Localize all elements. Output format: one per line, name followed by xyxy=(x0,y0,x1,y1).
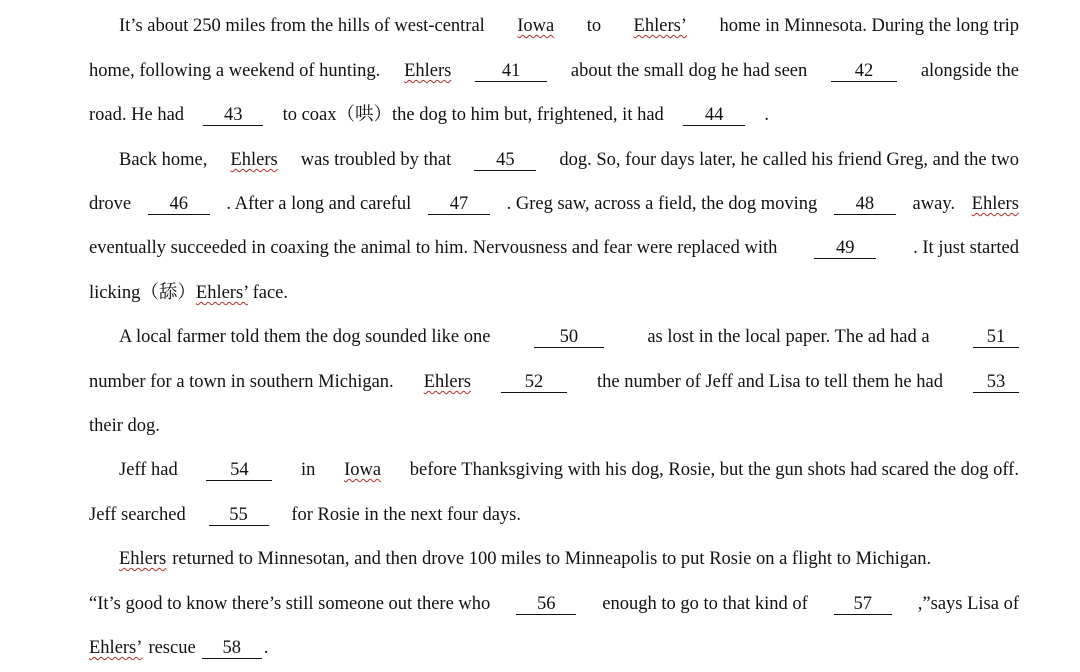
blank-51[interactable]: 51 xyxy=(973,327,1019,348)
text: drove xyxy=(89,194,132,214)
blank-42[interactable]: 42 xyxy=(831,61,897,82)
paragraph-4-line-2 xyxy=(89,503,521,527)
blank-43[interactable]: 43 xyxy=(203,105,263,126)
blank-53[interactable]: 53 xyxy=(973,372,1019,393)
paragraph-5-line-3 xyxy=(89,636,1019,660)
text: enough to go to that kind of xyxy=(602,594,808,614)
text: dog. So, four days later, he called his friend Greg, and the two xyxy=(559,150,1019,170)
proper-noun: Ehlers xyxy=(404,61,452,81)
paragraph-2-line-4 xyxy=(89,281,1019,305)
text: away. xyxy=(912,194,956,214)
blank-57[interactable]: 57 xyxy=(834,594,892,615)
text: their dog. xyxy=(89,416,160,436)
paragraph-1-line-2 xyxy=(89,59,1019,83)
paragraph-1-line-3 xyxy=(89,103,769,127)
paragraph-3-line-2 xyxy=(89,370,1019,394)
proper-noun: Iowa xyxy=(344,460,382,480)
proper-noun: Ehlers’ xyxy=(89,638,143,658)
blank-56[interactable]: 56 xyxy=(516,594,576,615)
text: “It’s good to know there’s still someone out there who xyxy=(89,594,491,614)
text: returned to Minnesotan, and then drove 100 miles to Minneapolis to put Rosie on a flight to Michigan. xyxy=(172,549,932,569)
text: . After a long and careful xyxy=(226,194,412,214)
paragraph-2-line-3 xyxy=(89,236,1019,260)
paragraph-4-line-1 xyxy=(119,458,1019,482)
proper-noun: Ehlers xyxy=(971,194,1019,214)
blank-44[interactable]: 44 xyxy=(683,105,745,126)
text: was troubled by that xyxy=(300,150,452,170)
blank-41[interactable]: 41 xyxy=(475,61,547,82)
proper-noun: Ehlers xyxy=(119,549,167,569)
text: . xyxy=(764,105,769,125)
paragraph-5-line-2 xyxy=(89,592,1019,616)
text: Jeff had xyxy=(119,460,178,480)
paragraph-1-line-1 xyxy=(119,14,1019,38)
paragraph-2-line-2 xyxy=(89,192,1019,216)
paragraph-5-line-1 xyxy=(119,547,1019,571)
blank-46[interactable]: 46 xyxy=(148,194,210,215)
text: Jeff searched xyxy=(89,505,186,525)
text: to xyxy=(586,16,602,36)
text: the number of Jeff and Lisa to tell them he had xyxy=(597,372,943,392)
blank-58[interactable]: 58 xyxy=(202,638,262,659)
blank-49[interactable]: 49 xyxy=(814,238,876,259)
text: for Rosie in the next four days. xyxy=(291,505,521,525)
text: to coax（哄）the dog to him but, frightened, it had xyxy=(282,105,664,125)
text: It’s about 250 miles from the hills of west-central xyxy=(119,16,485,36)
text: eventually succeeded in coaxing the animal to him. Nervousness and fear were replaced with xyxy=(89,238,778,258)
paragraph-3-line-3 xyxy=(89,414,1019,438)
blank-48[interactable]: 48 xyxy=(834,194,896,215)
text: as lost in the local paper. The ad had a xyxy=(647,327,930,347)
text: in xyxy=(301,460,316,480)
text: . Greg saw, across a field, the dog moving xyxy=(506,194,818,214)
blank-55[interactable]: 55 xyxy=(209,505,269,526)
text: number for a town in southern Michigan. xyxy=(89,372,394,392)
blank-45[interactable]: 45 xyxy=(474,150,536,171)
text: before Thanksgiving with his dog, Rosie, but the gun shots had scared the dog off. xyxy=(409,460,1019,480)
proper-noun: Ehlers’ xyxy=(195,283,248,303)
text: alongside the xyxy=(920,61,1019,81)
text: about the small dog he had seen xyxy=(570,61,808,81)
blank-47[interactable]: 47 xyxy=(428,194,490,215)
blank-52[interactable]: 52 xyxy=(501,372,567,393)
paragraph-3-line-1 xyxy=(119,325,1019,349)
blank-50[interactable]: 50 xyxy=(534,327,604,348)
text: . xyxy=(263,638,269,658)
paragraph-2-line-1 xyxy=(119,148,1019,172)
proper-noun: Iowa xyxy=(517,16,555,36)
text: road. He had xyxy=(89,105,185,125)
proper-noun: Ehlers’ xyxy=(633,16,687,36)
text: licking（舔） xyxy=(89,283,196,303)
text: home, following a weekend of hunting. xyxy=(89,61,381,81)
text: home in Minnesota. During the long trip xyxy=(719,16,1019,36)
proper-noun: Ehlers xyxy=(230,150,278,170)
text: ,”says Lisa of xyxy=(917,594,1019,614)
text: A local farmer told them the dog sounded like one xyxy=(119,327,491,347)
text: Back home, xyxy=(119,150,208,170)
text: face. xyxy=(252,283,288,303)
proper-noun: Ehlers xyxy=(423,372,471,392)
text: rescue xyxy=(148,638,196,658)
text: . It just started xyxy=(913,238,1019,258)
blank-54[interactable]: 54 xyxy=(206,460,272,481)
